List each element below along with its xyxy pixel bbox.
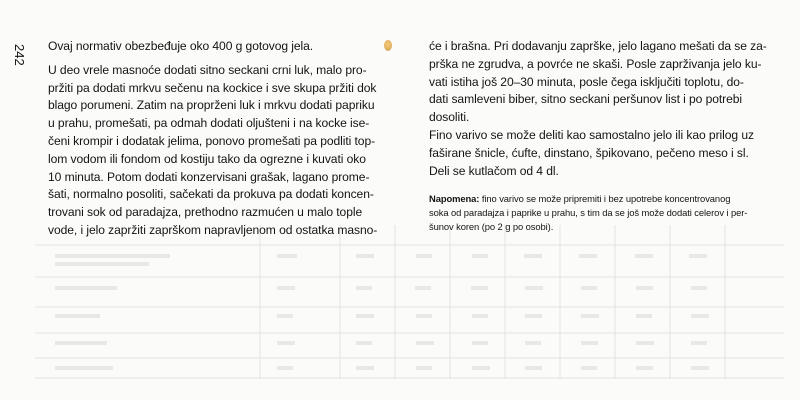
right-text-line: dosoliti. bbox=[429, 110, 470, 125]
right-text-line: Fino varivo se može deliti kao samostalno jelo ili kao prilog uz bbox=[429, 127, 754, 142]
right-text-line: dati samleveni biber, sitno seckani peršunov list i po potrebi bbox=[429, 92, 743, 107]
note-line: soka od paradajza i paprike u prahu, s tim da se još može dodati celerov i per- bbox=[429, 207, 748, 219]
left-text-line: trovani sok od paradajza, prethodno razmućen u malo tople bbox=[48, 205, 363, 220]
left-column bbox=[48, 38, 400, 240]
right-text-line: Deli se kutlačom od 4 dl. bbox=[429, 163, 559, 178]
note-text: fino varivo se može pripremiti i bez upotrebe koncentrovanog bbox=[481, 193, 731, 205]
right-text-line: vati istiha još 20–30 minuta, posle čega isključiti toplotu, do- bbox=[429, 74, 744, 89]
note-label: Napomena: bbox=[429, 193, 480, 205]
intro-line: Ovaj normativ obezbeđuje oko 400 g gotovog jela. bbox=[48, 39, 314, 53]
note-line bbox=[429, 192, 778, 206]
right-text-line: prška ne zgrudva, a povrće ne skaši. Posle zaprživanja jelo ku- bbox=[429, 56, 762, 71]
left-text-line: blago porumeni. Zatim na proprženi luk i mrkvu dodati papriku bbox=[48, 98, 375, 113]
bleed-through-table bbox=[35, 225, 784, 379]
left-text-line: čeni krompir i dodatak jelima, ponovo promešati pa podliti top- bbox=[48, 133, 376, 148]
note-block bbox=[429, 192, 778, 233]
bleed-through-grid bbox=[35, 225, 784, 379]
left-text-line: šati, normalno posoliti, sačekati da prokuva pa dodati koncen- bbox=[48, 187, 374, 202]
left-text-line: vode, i jelo zapržiti zaprškom napravljenom od ostatka masno- bbox=[48, 222, 378, 237]
right-text-line: će i brašna. Pri dodavanju zaprške, jelo lagano mešati da se za- bbox=[429, 39, 767, 53]
left-text-line: u prahu, promešati, pa odmah dodati oljušteni i na kocke ise- bbox=[48, 116, 370, 131]
right-text-line: faširane šnicle, ćufte, dinstano, špikovano, pečeno meso i sl. bbox=[429, 145, 749, 160]
left-text-line: U deo vrele masnoće dodati sitno seckani crni luk, malo pro- bbox=[48, 62, 367, 77]
page-number: 242 bbox=[12, 44, 27, 66]
right-column bbox=[429, 38, 778, 233]
left-text-line: pržiti pa dodati mrkvu sečenu na kockice i sve skupa pržiti dok bbox=[48, 80, 377, 95]
left-text-line: lom vodom ili fondom od kostiju tako da ogrezne i kuvati oko bbox=[48, 151, 366, 166]
left-text-line: 10 minuta. Potom dodati konzervisani grašak, lagano prome- bbox=[48, 169, 370, 184]
note-line: šunov koren (po 2 g po osobi). bbox=[429, 220, 554, 232]
